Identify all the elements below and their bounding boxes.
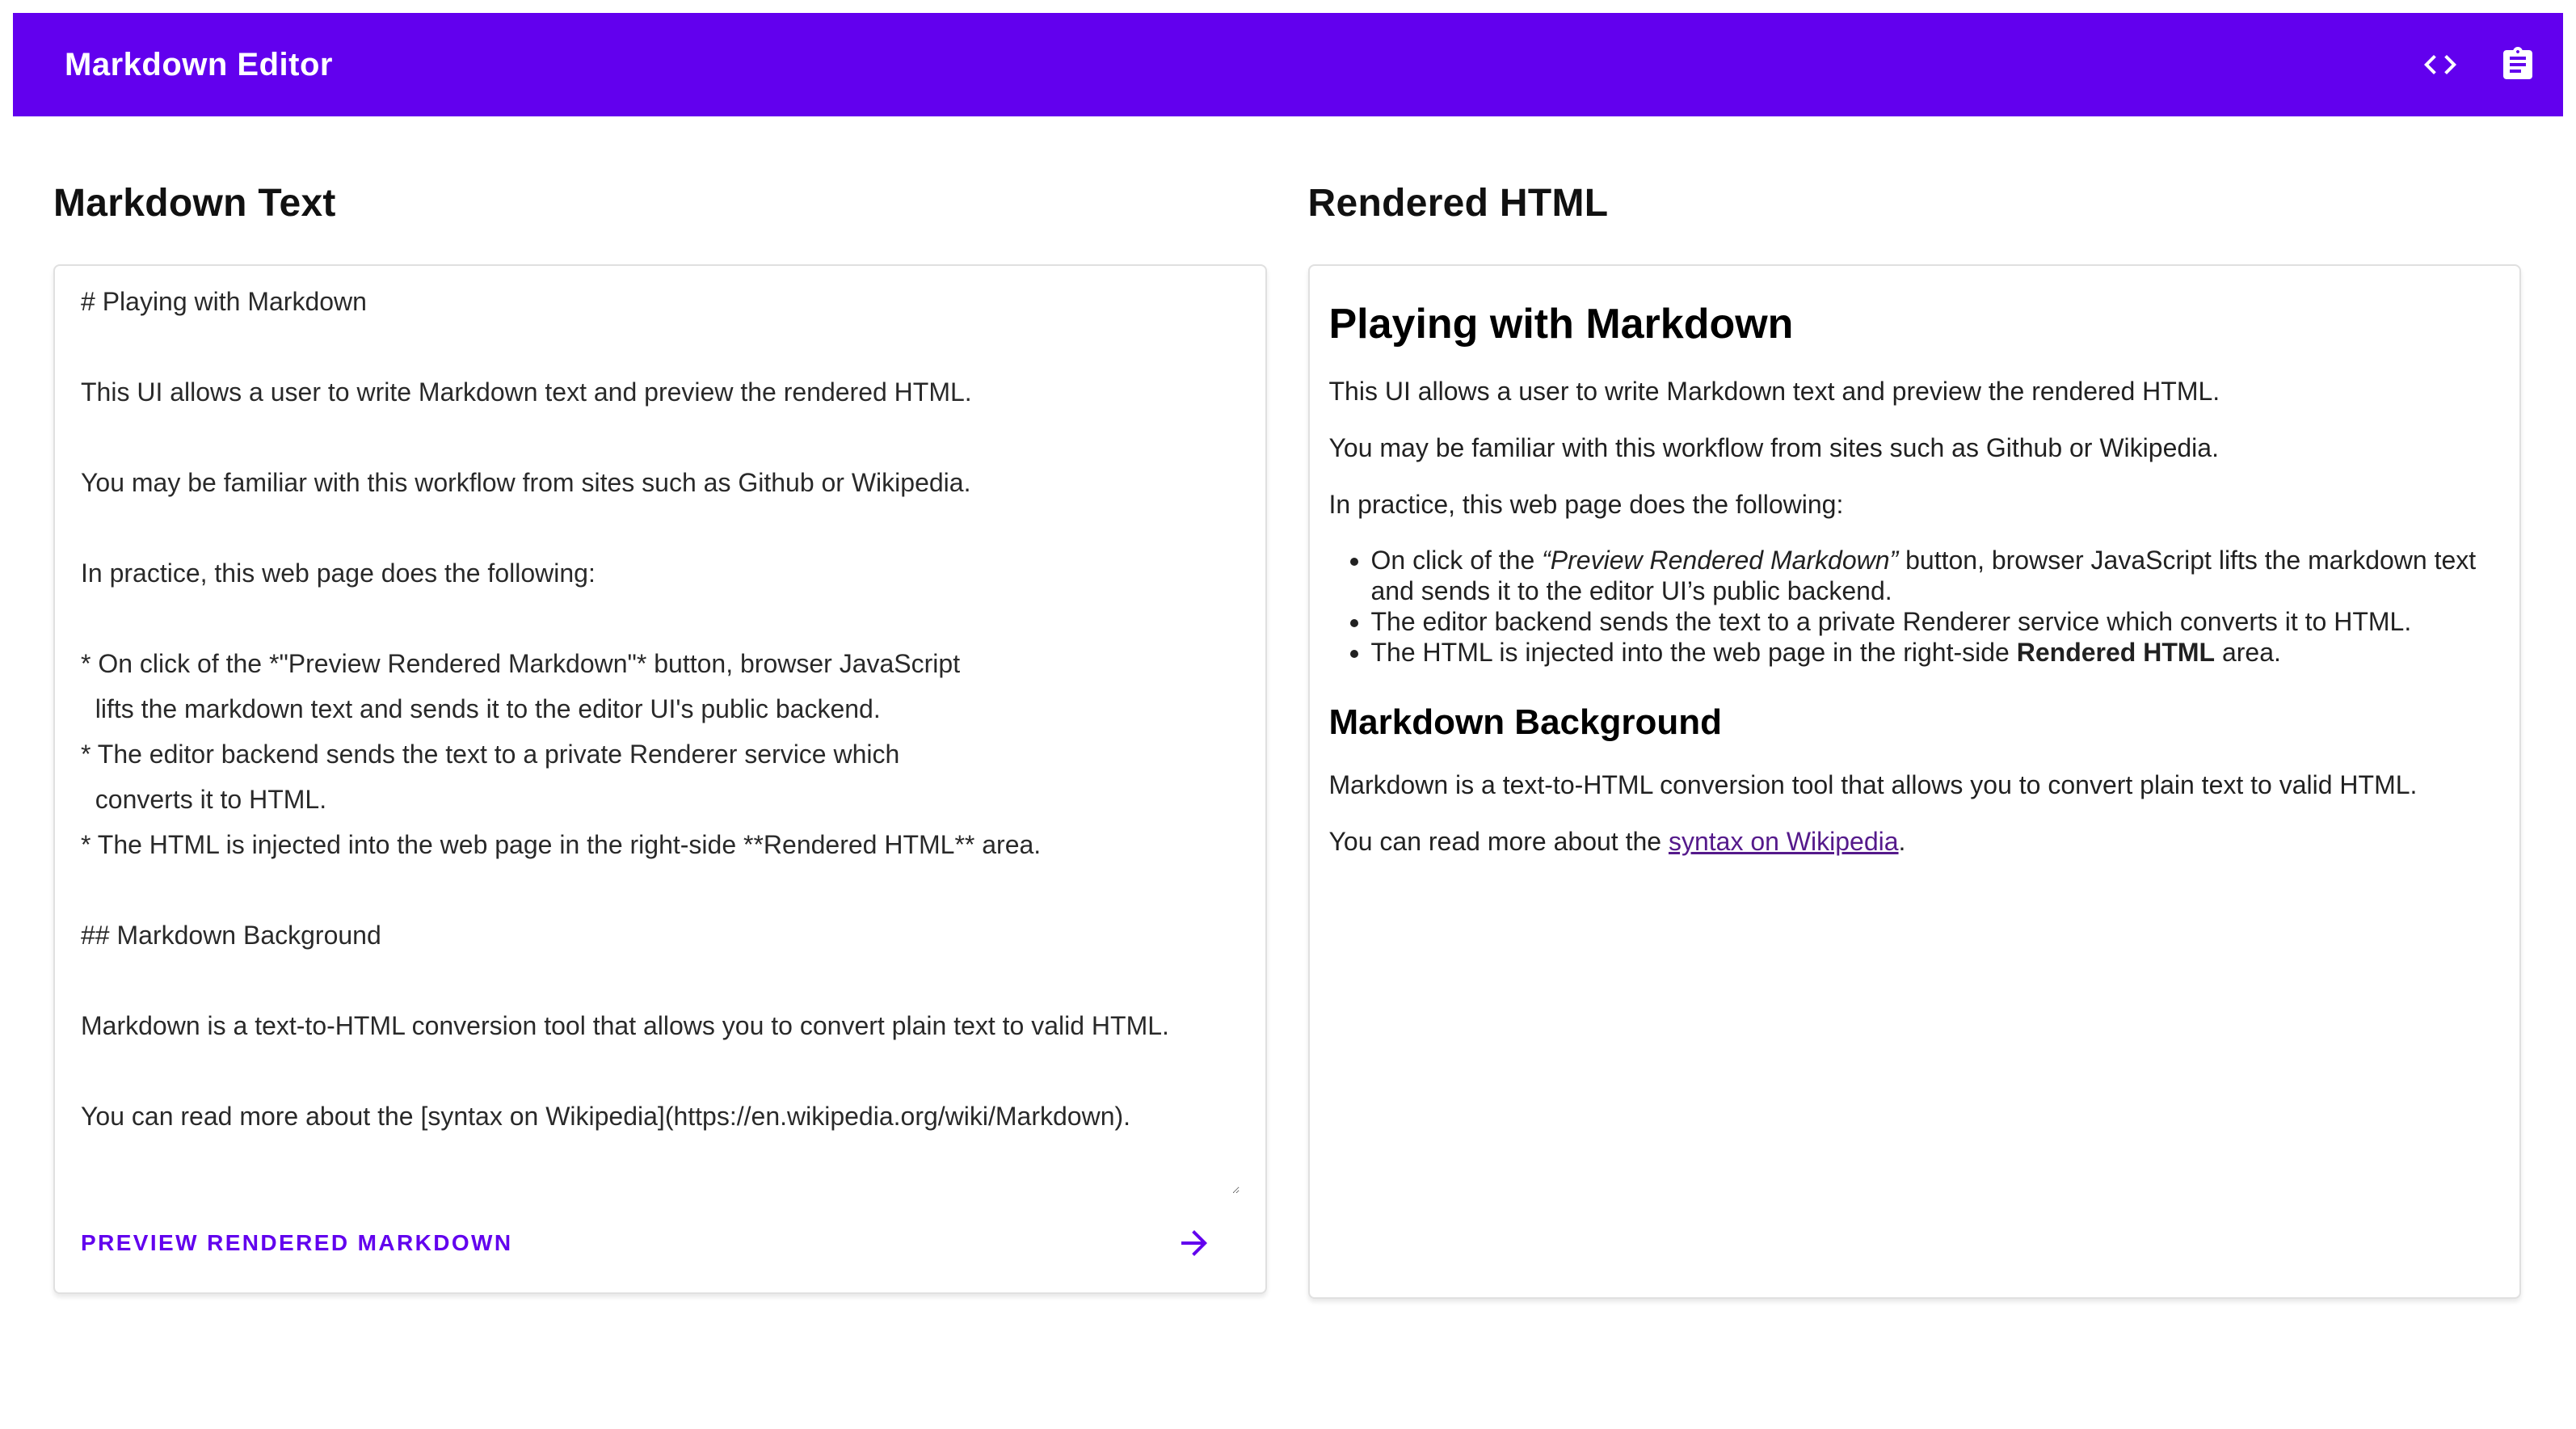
app-bar-actions (2421, 45, 2537, 84)
bold-run: Rendered HTML (2016, 637, 2216, 667)
rendered-bullet-list (1329, 546, 2501, 668)
app-title: Markdown Editor (65, 46, 333, 82)
rendered-paragraph: You may be familiar with this workflow from sites such as Github or Wikipedia. (1328, 432, 2219, 462)
code-icon[interactable] (2421, 45, 2460, 84)
app-bar (13, 13, 2563, 116)
editor-panel-title: Markdown Text (53, 182, 336, 225)
preview-button-label: PREVIEW RENDERED MARKDOWN (81, 1230, 513, 1255)
italic-run: “Preview Rendered Markdown” (1542, 546, 1899, 575)
editor-card (53, 264, 1267, 1294)
rendered-h2: Markdown Background (1328, 702, 1722, 743)
rendered-h1: Playing with Markdown (1328, 301, 1794, 348)
preview-card (1308, 264, 2522, 1299)
preview-panel-title: Rendered HTML (1307, 182, 1609, 225)
arrow-forward-icon (1175, 1224, 1214, 1262)
rendered-paragraph: You can read more about the syntax on Wikipedia. (1328, 827, 1906, 856)
markdown-input[interactable] (81, 276, 1240, 1194)
bullet-item: • On click of the “Preview Rendered Markdown” button, browser JavaScript lifts the markdown text and sends it to the editor UI’s public backend. (1371, 546, 2501, 607)
bullet-item: • The HTML is injected into the web page in the right-side Rendered HTML area. (1371, 638, 2501, 668)
wikipedia-link[interactable]: syntax on Wikipedia (1668, 827, 1899, 856)
bullet-item: • The editor backend sends the text to a private Renderer service which converts it to HTML. (1371, 607, 2501, 638)
rendered-paragraph: In practice, this web page does the following: (1328, 489, 1844, 519)
preview-button[interactable] (81, 1194, 1240, 1292)
rendered-paragraph: This UI allows a user to write Markdown text and preview the rendered HTML. (1328, 377, 2220, 406)
editor-panel (53, 116, 1267, 1299)
rendered-paragraph: Markdown is a text-to-HTML conversion tool that allows you to convert plain text to valid HTML. (1328, 770, 2418, 800)
content-columns (53, 116, 2521, 1299)
rendered-markdown (1329, 298, 2501, 858)
preview-panel (1308, 116, 2522, 1299)
clipboard-icon[interactable] (2498, 45, 2537, 84)
